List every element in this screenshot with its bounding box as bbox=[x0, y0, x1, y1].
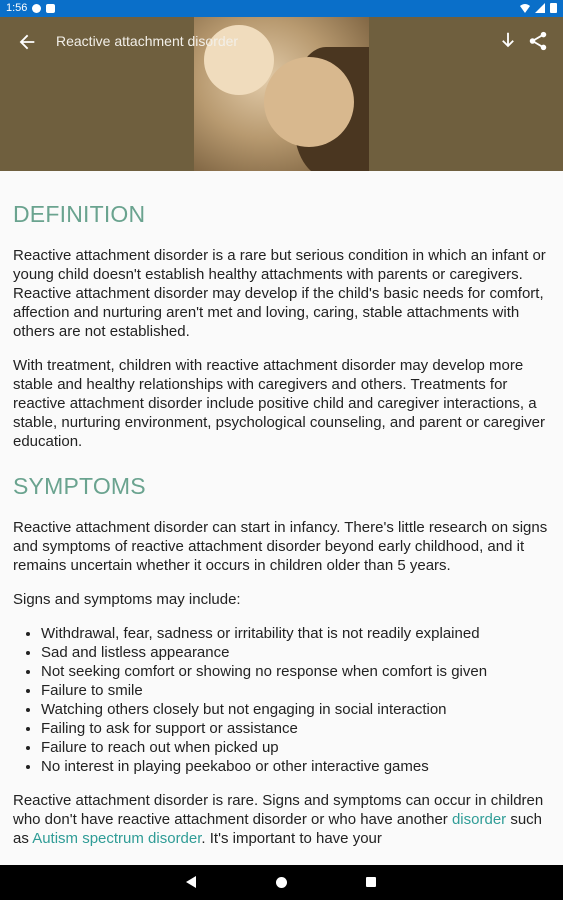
closing-text: Reactive attachment disorder is rare. Signs and symptoms can occur in children who don't have reactive attachment disorder or who have another bbox=[13, 792, 544, 828]
list-item: • Failure to reach out when picked up bbox=[41, 738, 549, 757]
definition-heading: DEFINITION bbox=[13, 201, 146, 227]
nav-back-icon[interactable] bbox=[186, 876, 196, 888]
nav-recents-icon[interactable] bbox=[366, 877, 376, 887]
battery-icon bbox=[550, 2, 557, 13]
symptoms-intro: Reactive attachment disorder can start in infancy. There's little research on signs and symptoms of reactive attachment disorder beyond early childhood, and it remains uncertain whether it occurs in children older than 5 years. bbox=[13, 519, 548, 574]
list-item: • Sad and listless appearance bbox=[41, 643, 549, 662]
symptoms-list-intro: Signs and symptoms may include: bbox=[13, 591, 241, 608]
signal-icon bbox=[535, 3, 545, 13]
download-icon[interactable] bbox=[497, 29, 519, 53]
back-arrow-icon[interactable] bbox=[16, 31, 38, 53]
page-title: Reactive attachment disorder bbox=[56, 33, 239, 49]
disorder-link[interactable]: disorder bbox=[451, 811, 507, 828]
definition-paragraph: With treatment, children with reactive attachment disorder may develop more stable and healthy relationships with caregivers and others. Treatments for reactive attachment disorder include positive child and caregiver interactions, a stable, nurturing environment, psychological counseling, and parent or caregiver education. bbox=[13, 357, 545, 450]
sim-icon bbox=[46, 4, 55, 13]
closing-text: such as bbox=[13, 811, 543, 847]
navigation-bar bbox=[0, 865, 563, 900]
list-item: • No interest in playing peekaboo or other interactive games bbox=[41, 757, 549, 776]
symptoms-list bbox=[13, 624, 549, 776]
share-icon[interactable] bbox=[527, 29, 549, 53]
wifi-icon bbox=[520, 3, 530, 13]
symptoms-heading: SYMPTOMS bbox=[13, 473, 146, 499]
status-time: 1:56 bbox=[6, 2, 28, 14]
notification-icon bbox=[32, 4, 41, 13]
closing-text: . It's important to have your bbox=[201, 830, 382, 847]
list-item: • Failing to ask for support or assistance bbox=[41, 719, 549, 738]
symptoms-closing bbox=[13, 791, 549, 848]
autism-link[interactable]: Autism spectrum disorder bbox=[32, 830, 202, 847]
list-item: • Failure to smile bbox=[41, 681, 549, 700]
nav-home-icon[interactable] bbox=[276, 877, 287, 888]
status-bar bbox=[0, 0, 563, 17]
app-bar bbox=[0, 17, 563, 171]
definition-paragraph: Reactive attachment disorder is a rare but serious condition in which an infant or young child doesn't establish healthy attachments with parents or caregivers. Reactive attachment disorder may develop if the child's basic needs for comfort, affection and nurturing aren't met and loving, caring, stable attachments with others are not established. bbox=[13, 247, 546, 340]
list-item: • Watching others closely but not engaging in social interaction bbox=[41, 700, 549, 719]
article-content[interactable] bbox=[0, 171, 563, 865]
list-item: • Not seeking comfort or showing no response when comfort is given bbox=[41, 662, 549, 681]
list-item: • Withdrawal, fear, sadness or irritability that is not readily explained bbox=[41, 624, 549, 643]
